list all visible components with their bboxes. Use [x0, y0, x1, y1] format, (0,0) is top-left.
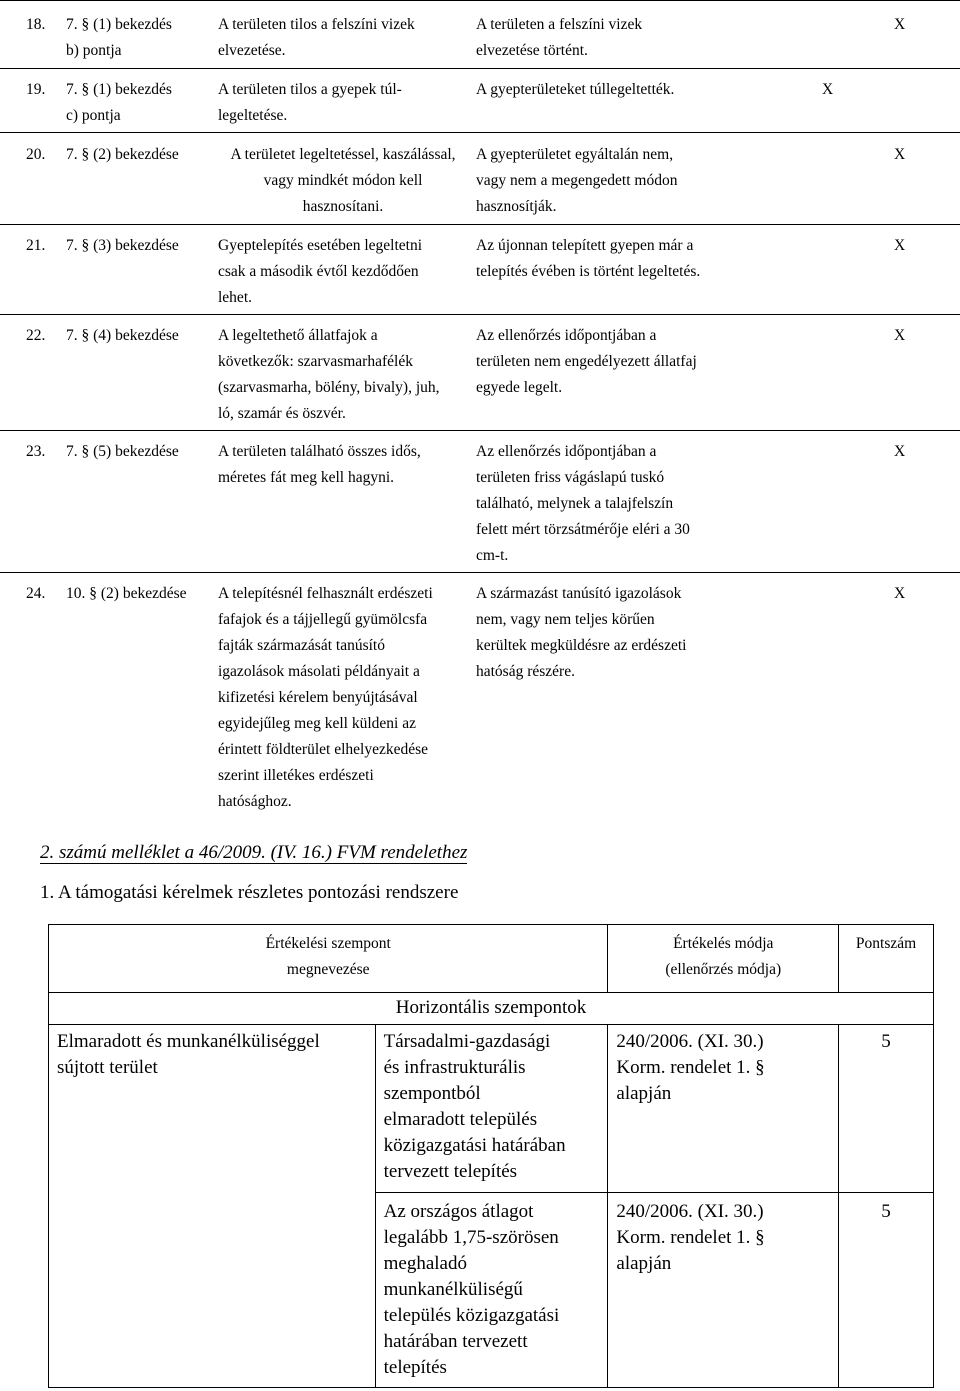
- requirement-text: A területen található összes idős, méretes fát meg kell hagyni.: [218, 443, 421, 486]
- severity-mark: X: [894, 327, 906, 344]
- severity-mark: X: [822, 81, 834, 98]
- row-number: 18.: [26, 16, 46, 33]
- method-header-text: Értékelés módja (ellenőrzés módja): [665, 935, 782, 978]
- table-row: [26, 77, 946, 129]
- violation-text: Az újonnan telepített gyepen már a telepítés évében is történt legeltetés.: [476, 237, 701, 280]
- section-heading: [40, 882, 458, 904]
- points-value: 5: [881, 1031, 891, 1052]
- header-row: [49, 925, 934, 993]
- group-label-cell: [49, 1025, 376, 1388]
- severity-mark: X: [894, 146, 906, 163]
- violation-text: A területen a felszíni vizek elvezetése történt.: [476, 16, 643, 59]
- law-reference: 10. § (2) bekezdése: [66, 585, 187, 602]
- row-number: 19.: [26, 81, 46, 98]
- violation-text: A gyepterületeket túllegeltették.: [476, 81, 675, 98]
- criterion-cell: [375, 1193, 608, 1388]
- violation-text: Az ellenőrzés időpontjában a területen friss vágáslapú tuskó található, melynek a talajfelszín felett mért törzsátmérője eléri a 30 cm-t.: [476, 443, 690, 564]
- row-number: 24.: [26, 585, 46, 602]
- group-label: Elmaradott és munkanélküliséggel sújtott terület: [57, 1031, 320, 1078]
- points-cell: [839, 1025, 934, 1193]
- row-separator: [0, 224, 960, 225]
- row-separator: [0, 314, 960, 315]
- criterion-text: Társadalmi-gazdasági és infrastrukturális szempontból elmaradott település közigazgatási határában tervezett telepítés: [383, 1031, 566, 1182]
- law-reference: 7. § (5) bekezdése: [66, 443, 179, 460]
- violation-text: A gyepterületet egyáltalán nem, vagy nem a megengedett módon hasznosítják.: [476, 146, 678, 215]
- violation-text: A származást tanúsító igazolások nem, vagy nem teljes körűen kerültek megküldésre az erdészeti hatóság részére.: [476, 585, 687, 680]
- annex-heading: [40, 842, 467, 864]
- criterion-header-text: Értékelési szempont megnevezése: [265, 935, 391, 978]
- points-header-text: Pontszám: [855, 935, 917, 952]
- row-separator: [0, 430, 960, 431]
- table-row: [26, 581, 946, 815]
- criterion-cell: [375, 1025, 608, 1193]
- row-number: 22.: [26, 327, 46, 344]
- method-cell: [608, 1193, 839, 1388]
- requirement-text: A telepítésnél felhasznált erdészeti fafajok és a tájjellegű gyümölcsfa fajták származását tanúsító igazolások másolati példányait a kifizetési kérelem benyújtásával egyidejűleg meg kell küldeni az érintett földterület elhelyezkedése szerint illetékes erdészeti hatósághoz.: [218, 585, 433, 810]
- law-reference: 7. § (3) bekezdése: [66, 237, 179, 254]
- requirement-text: A területet legeltetéssel, kaszálással, vagy mindkét módon kell hasznosítani.: [230, 146, 456, 215]
- severity-mark: X: [894, 443, 906, 460]
- scoring-table: [48, 924, 934, 1388]
- section-heading-text: 1. A támogatási kérelmek részletes pontozási rendszere: [40, 882, 459, 903]
- row-separator: [0, 0, 960, 1]
- points-cell: [839, 1193, 934, 1388]
- row-separator: [0, 68, 960, 69]
- method-cell: [608, 1025, 839, 1193]
- severity-mark: X: [894, 16, 906, 33]
- requirement-text: A területen tilos a gyepek túl- legeltetése.: [218, 81, 402, 124]
- table-row: [26, 323, 946, 427]
- law-reference: 7. § (2) bekezdése: [66, 146, 179, 163]
- requirement-text: Gyeptelepítés esetében legeltetni csak a második évtől kezdődően lehet.: [218, 237, 422, 306]
- section-title: Horizontális szempontok: [395, 997, 587, 1018]
- method-text: 240/2006. (XI. 30.) Korm. rendelet 1. § alapján: [616, 1201, 765, 1274]
- table-row: [26, 233, 946, 311]
- method-text: 240/2006. (XI. 30.) Korm. rendelet 1. § alapján: [616, 1031, 765, 1104]
- row-separator: [0, 132, 960, 133]
- row-number: 21.: [26, 237, 46, 254]
- row-number: 20.: [26, 146, 46, 163]
- row-number: 23.: [26, 443, 46, 460]
- requirement-text: A legeltethető állatfajok a következők: szarvasmarhafélék (szarvasmarha, bölény, bivaly), juh, ló, szamár és öszvér.: [218, 327, 440, 422]
- table-row: [26, 439, 946, 569]
- section-row: [49, 993, 934, 1025]
- violation-text: Az ellenőrzés időpontjában a területen nem engedélyezett állatfaj egyede legelt.: [476, 327, 697, 396]
- severity-mark: X: [894, 237, 906, 254]
- points-header: [839, 925, 934, 993]
- table-row: [26, 142, 946, 220]
- method-header: [608, 925, 839, 993]
- severity-mark: X: [894, 585, 906, 602]
- criterion-text: Az országos átlagot legalább 1,75-szörösen meghaladó munkanélküliségű település közigazgatási határában tervezett telepítés: [383, 1201, 560, 1378]
- law-reference: 7. § (4) bekezdése: [66, 327, 179, 344]
- requirement-text: A területen tilos a felszíni vizek elvezetése.: [218, 16, 415, 59]
- law-reference: 7. § (1) bekezdés b) pontja: [66, 16, 172, 59]
- criterion-header: [49, 925, 608, 993]
- law-reference: 7. § (1) bekezdés c) pontja: [66, 81, 172, 124]
- table-row: [49, 1025, 934, 1193]
- table-row: [26, 12, 946, 64]
- points-value: 5: [881, 1201, 891, 1222]
- annex-heading-text: 2. számú melléklet a 46/2009. (IV. 16.) FVM rendelethez: [40, 842, 468, 863]
- section-title-cell: [49, 993, 934, 1025]
- row-separator: [0, 572, 960, 573]
